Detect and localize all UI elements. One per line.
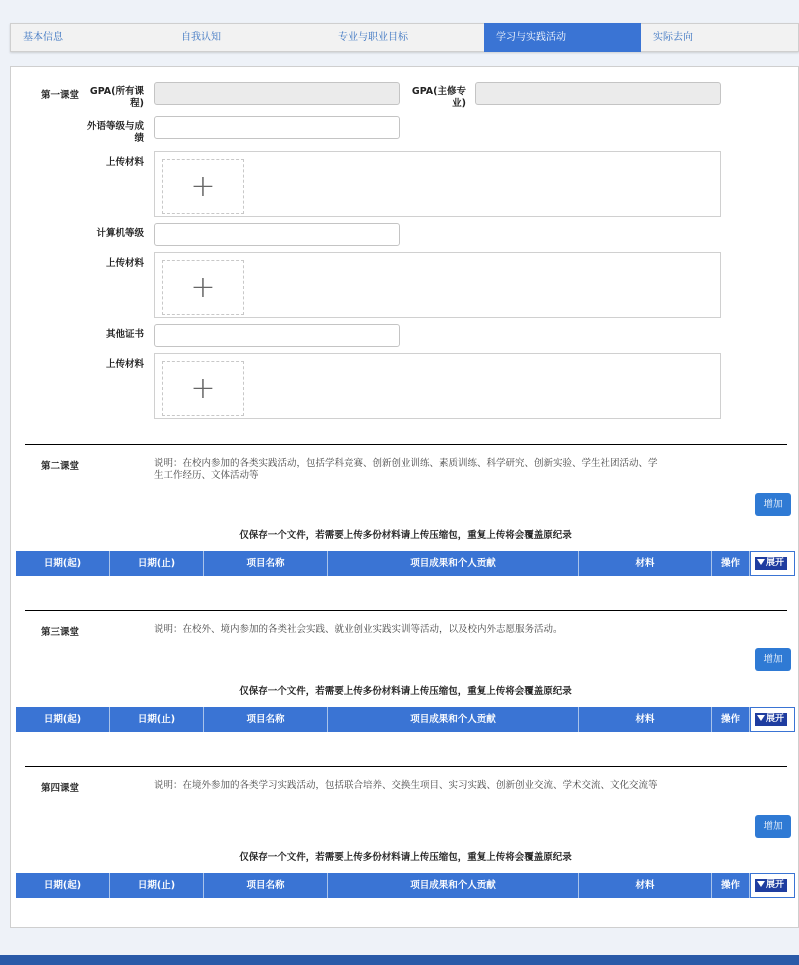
tab-bar [10,23,799,52]
chevron-down-icon [757,881,765,887]
foreign-language-label: 外语等级与成绩 [86,121,144,144]
plus-icon: + [190,269,216,305]
chevron-down-icon [757,559,765,565]
gpa-all-label: GPA(所有课程) [89,86,144,109]
fourth-classroom-title: 第四课堂 [41,783,80,794]
gpa-major-input[interactable] [475,82,721,105]
tab-self-awareness[interactable]: 自我认知 [181,32,221,43]
col-date-end: 日期(止) [110,551,204,576]
expand-cell [750,551,795,576]
other-cert-input[interactable] [154,324,400,347]
gpa-major-label: GPA(主修专业) [411,86,466,109]
col-actions: 操作 [712,873,750,898]
col-actions: 操作 [712,707,750,732]
first-classroom-title: 第一课堂 [41,90,80,101]
col-date-start: 日期(起) [16,551,110,576]
col-achievements: 项目成果和个人贡献 [328,551,579,576]
plus-icon: + [190,370,216,406]
upload-button-3[interactable] [162,361,244,416]
upload-label-3: 上传材料 [105,359,144,370]
divider [25,610,787,611]
expand-button[interactable]: 展开 [755,713,787,726]
computer-level-input[interactable] [154,223,400,246]
plus-icon: + [190,168,216,204]
col-materials: 材料 [579,551,712,576]
third-classroom-desc: 说明：在校外、境内参加的各类社会实践、就业创业实践实训等活动，以及校内外志愿服务活动。 [154,624,563,635]
col-materials: 材料 [579,873,712,898]
upload-area-2 [154,252,721,318]
upload-notice-third: 仅保存一个文件，若需要上传多份材料请上传压缩包，重复上传将会覆盖原纪录 [239,686,572,697]
divider [25,766,787,767]
col-project-name: 项目名称 [204,707,328,732]
third-classroom-title: 第三课堂 [41,627,80,638]
col-achievements: 项目成果和个人贡献 [328,707,579,732]
expand-button[interactable]: 展开 [755,879,787,892]
upload-area-3 [154,353,721,419]
table-header-second [16,551,795,576]
table-header-third [16,707,795,732]
second-classroom-desc: 说明：在校内参加的各类实践活动，包括学科竞赛、创新创业训练、素质训练、科学研究、创新实验、学生社团活动、学生工作经历、文体活动等 [154,458,658,481]
tab-actual-destination[interactable]: 实际去向 [653,32,693,43]
add-button-fourth[interactable]: 增加 [755,815,791,838]
second-classroom-title: 第二课堂 [41,461,80,472]
upload-button-1[interactable] [162,159,244,214]
col-date-end: 日期(止) [110,707,204,732]
col-date-start: 日期(起) [16,707,110,732]
expand-cell [750,707,795,732]
main-panel [10,66,799,928]
tab-major-career-goals[interactable]: 专业与职业目标 [338,32,408,43]
add-button-second[interactable]: 增加 [755,493,791,516]
col-materials: 材料 [579,707,712,732]
chevron-down-icon [757,715,765,721]
upload-area-1 [154,151,721,217]
footer-bar [0,955,799,965]
upload-notice-fourth: 仅保存一个文件，若需要上传多份材料请上传压缩包，重复上传将会覆盖原纪录 [239,852,572,863]
tab-basic-info[interactable]: 基本信息 [23,32,63,43]
col-achievements: 项目成果和个人贡献 [328,873,579,898]
col-date-end: 日期(止) [110,873,204,898]
col-actions: 操作 [712,551,750,576]
expand-button[interactable]: 展开 [755,557,787,570]
divider [25,444,787,445]
computer-level-label: 计算机等级 [96,228,144,239]
add-button-third[interactable]: 增加 [755,648,791,671]
table-header-fourth [16,873,795,898]
upload-button-2[interactable] [162,260,244,315]
fourth-classroom-desc: 说明：在境外参加的各类学习实践活动，包括联合培养、交换生项目、实习实践、创新创业交流、学术交流、文化交流等 [154,780,658,791]
gpa-all-input[interactable] [154,82,400,105]
upload-label-1: 上传材料 [105,157,144,168]
upload-notice-second: 仅保存一个文件，若需要上传多份材料请上传压缩包，重复上传将会覆盖原纪录 [239,530,572,541]
expand-cell [750,873,795,898]
col-project-name: 项目名称 [204,551,328,576]
col-date-start: 日期(起) [16,873,110,898]
foreign-language-input[interactable] [154,116,400,139]
tab-study-practice[interactable]: 学习与实践活动 [484,23,641,52]
upload-label-2: 上传材料 [105,258,144,269]
col-project-name: 项目名称 [204,873,328,898]
other-cert-label: 其他证书 [105,329,144,340]
